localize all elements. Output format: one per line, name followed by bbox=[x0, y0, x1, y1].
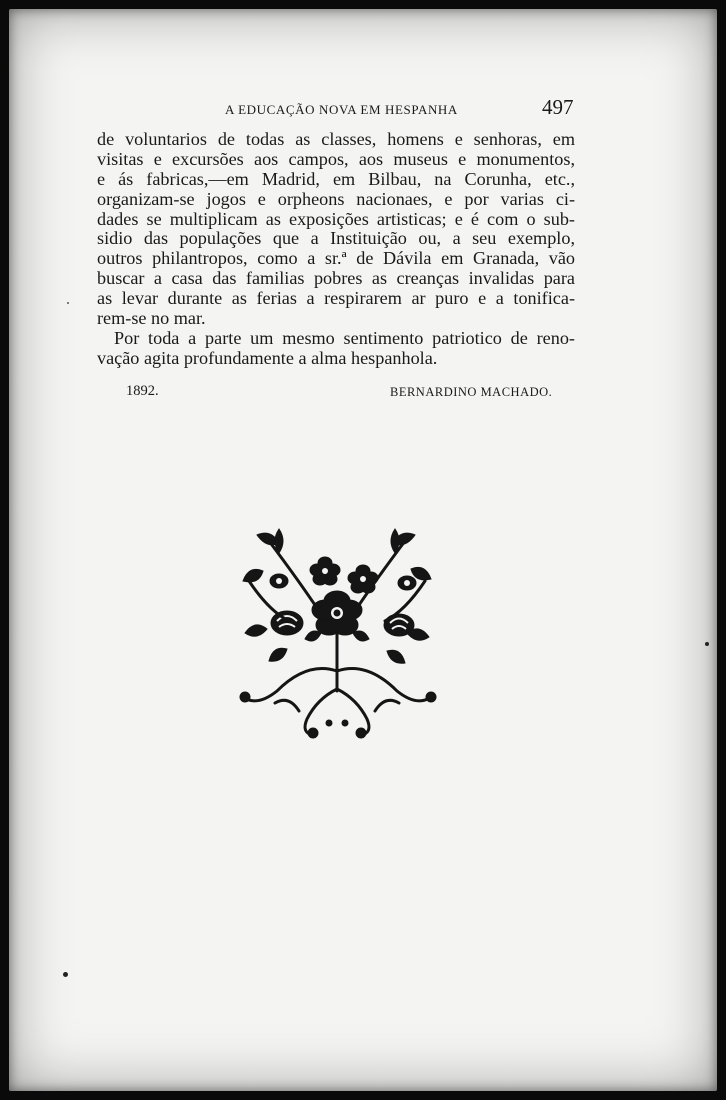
text-line: buscar a casa das familias pobres as creanças invalidas para bbox=[97, 268, 575, 289]
page-number: 497 bbox=[542, 95, 574, 119]
ink-speck bbox=[705, 642, 709, 646]
author-signature: BERNARDINO MACHADO. bbox=[390, 385, 553, 399]
date: 1892. bbox=[126, 383, 159, 399]
text-line: e ás fabricas,—em Madrid, em Bilbau, na Corunha, etc., bbox=[97, 168, 575, 189]
paragraph-first-line: Por toda a parte um mesmo sentimento patriotico de reno- bbox=[114, 327, 575, 348]
text-line: outros philantropos, como a sr.ª de Dávila em Granada, vão bbox=[97, 248, 575, 269]
text-line: dades se multiplicam as exposições artisticas; e é com o sub- bbox=[97, 208, 575, 229]
text-line: rem-se no mar. bbox=[97, 308, 206, 329]
running-head-title: A EDUCAÇÃO NOVA EM HESPANHA bbox=[225, 102, 458, 117]
text-line: as levar durante as ferias a respirarem ar puro e a tonifica- bbox=[97, 288, 575, 309]
book-page bbox=[9, 9, 717, 1091]
text-line: de voluntarios de todas as classes, homens e senhoras, em bbox=[97, 129, 575, 149]
text-line: organizam-se jogos e orpheons nacionaes, e por varias ci- bbox=[97, 188, 575, 209]
ink-speck bbox=[63, 972, 68, 977]
text-line: vação agita profundamente a alma hespanhola. bbox=[97, 347, 438, 368]
ink-speck bbox=[67, 302, 69, 304]
body-text bbox=[97, 130, 575, 369]
floral-vignette-icon bbox=[229, 521, 445, 739]
text-line: visitas e excursões aos campos, aos museus e monumentos, bbox=[97, 148, 575, 169]
text-line: sidio das populações que a Instituição ou, a seu exemplo, bbox=[97, 228, 575, 249]
